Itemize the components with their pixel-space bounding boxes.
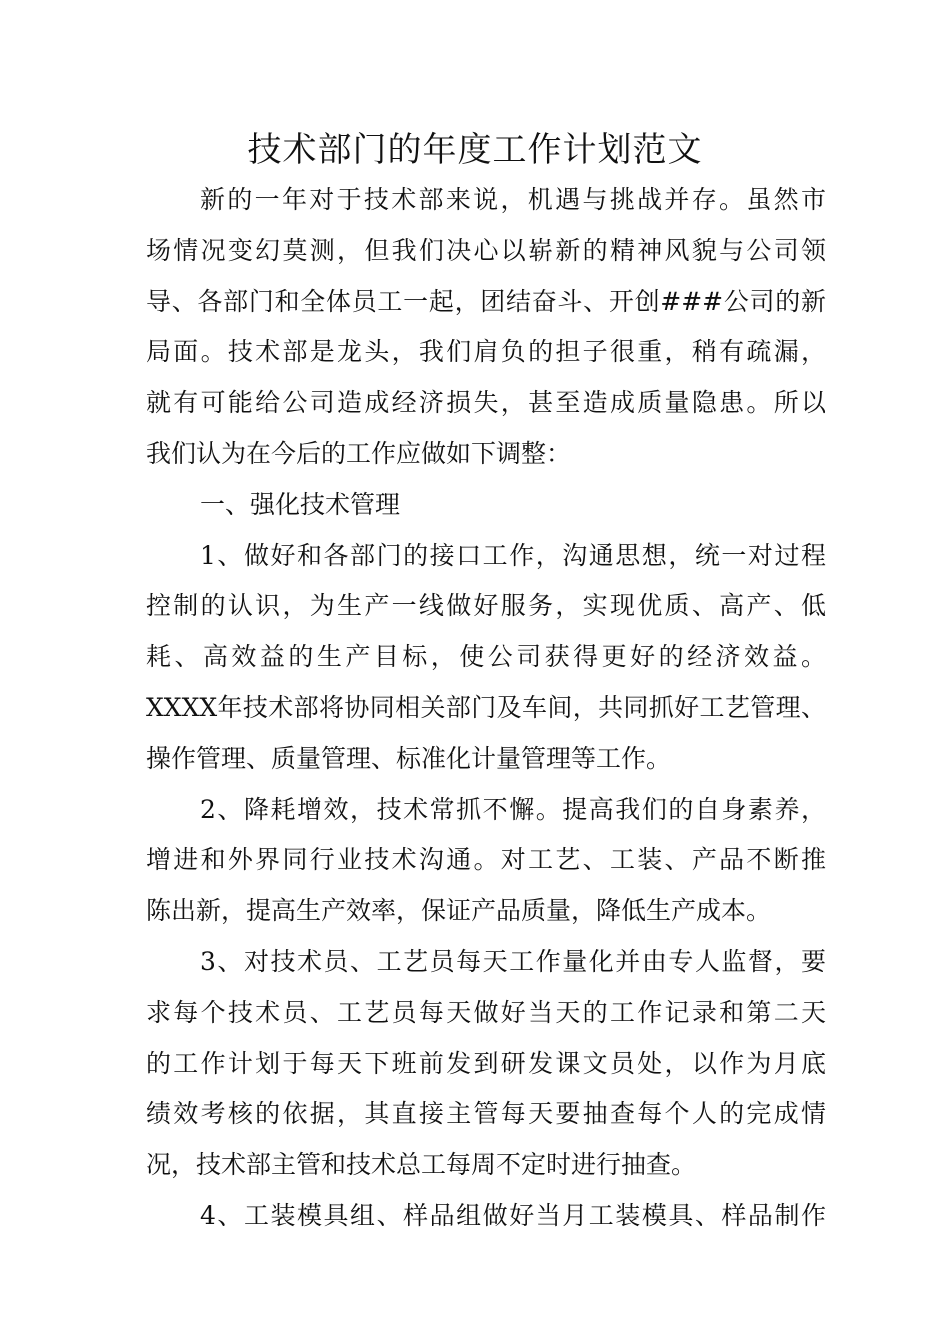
text-line: 场情况变幻莫测，但我们决心以崭新的精神风貌与公司领 <box>146 235 826 265</box>
document-title: 技术部门的年度工作计划范文 <box>247 130 703 170</box>
text-line: 增进和外界同行业技术沟通。对工艺、工装、产品不断推 <box>146 845 826 875</box>
text-line: 的工作计划于每天下班前发到研发课文员处，以作为月底 <box>146 1048 826 1078</box>
text-line: 就有可能给公司造成经济损失，甚至造成质量隐患。所以 <box>146 388 826 418</box>
text-line: 3、对技术员、工艺员每天工作量化并由专人监督，要 <box>200 946 826 976</box>
text-line: 4、工装模具组、样品组做好当月工装模具、样品制作 <box>200 1200 826 1230</box>
text-line: 新的一年对于技术部来说，机遇与挑战并存。虽然市 <box>200 185 826 214</box>
text-line: 局面。技术部是龙头，我们肩负的担子很重，稍有疏漏， <box>146 337 826 367</box>
document-body <box>146 175 826 1242</box>
text-line: 陈出新，提高生产效率，保证产品质量，降低生产成本。 <box>146 896 772 926</box>
text-line: 求每个技术员、工艺员每天做好当天的工作记录和第二天 <box>146 997 826 1027</box>
text-line: 我们认为在今后的工作应做如下调整： <box>146 438 572 468</box>
text-line: 1、做好和各部门的接口工作，沟通思想，统一对过程 <box>200 540 826 570</box>
text-line: XXXX年技术部将协同相关部门及车间，共同抓好工艺管理、 <box>146 692 826 722</box>
text-line: 操作管理、质量管理、标准化计量管理等工作。 <box>146 743 672 773</box>
text-line: 导、各部门和全体员工一起，团结奋斗、开创###公司的新 <box>146 286 826 316</box>
text-line: 耗、高效益的生产目标，使公司获得更好的经济效益。 <box>146 642 826 672</box>
text-line: 况，技术部主管和技术总工每周不定时进行抽查。 <box>146 1150 697 1180</box>
text-line: 控制的认识，为生产一线做好服务，实现优质、高产、低 <box>146 591 826 621</box>
text-line: 2、降耗增效，技术常抓不懈。提高我们的自身素养， <box>200 794 826 824</box>
text-line: 绩效考核的依据，其直接主管每天要抽查每个人的完成情 <box>146 1099 826 1129</box>
text-line: 一、强化技术管理 <box>200 489 401 519</box>
